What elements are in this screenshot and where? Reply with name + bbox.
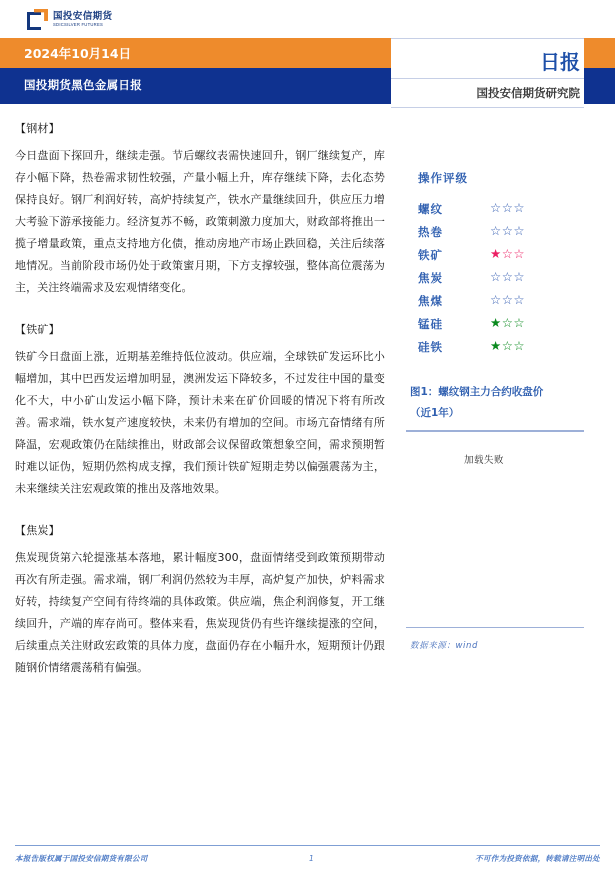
rating-row-硅铁 xyxy=(400,335,600,358)
figure-rule-bottom xyxy=(406,627,584,629)
header-rule-middle xyxy=(391,78,584,79)
company-logo xyxy=(27,9,112,30)
header-right-panel xyxy=(391,38,584,108)
logo-name-cn: 国投安信期货 xyxy=(53,10,113,22)
report-subtitle: 国投期货黑色金属日报 xyxy=(24,78,142,92)
section-steel xyxy=(15,120,385,299)
rating-stars: ★☆☆ xyxy=(490,315,526,331)
figure-title-line2: （近1年） xyxy=(410,407,460,419)
rating-row-热卷 xyxy=(400,220,600,243)
footer-disclaimer: 不可作为投资依据，转载请注明出处 xyxy=(475,853,600,863)
institute-label: 国投安信期货研究院 xyxy=(476,86,580,100)
rating-stars: ☆☆☆ xyxy=(490,269,526,285)
rating-panel-title: 操作评级 xyxy=(418,171,468,185)
rating-label: 焦煤 xyxy=(418,293,443,308)
rating-label: 硅铁 xyxy=(418,339,443,354)
rating-row-铁矿 xyxy=(400,243,600,266)
logo-name-en: SDICSILVER FUTURES xyxy=(53,21,104,27)
rating-label: 焦炭 xyxy=(418,270,443,285)
figure-title xyxy=(410,382,600,424)
section-heading: 【钢材】 xyxy=(15,122,60,135)
page-footer xyxy=(15,850,600,866)
footer-page-number: 1 xyxy=(309,853,314,863)
brand-bracket-icon xyxy=(27,9,48,30)
rating-label: 铁矿 xyxy=(418,247,443,262)
figure-source: 数据来源：wind xyxy=(410,641,478,651)
section-iron-ore xyxy=(15,321,385,500)
rating-stars: ☆☆☆ xyxy=(490,200,526,216)
rating-stars: ★☆☆ xyxy=(490,338,526,354)
section-heading: 【焦炭】 xyxy=(15,524,60,537)
sidebar xyxy=(400,170,600,651)
rating-label: 螺纹 xyxy=(418,201,443,216)
rating-row-螺纹 xyxy=(400,197,600,220)
rating-row-焦煤 xyxy=(400,289,600,312)
rating-list xyxy=(400,197,600,358)
figure-canvas xyxy=(406,432,584,627)
rating-label: 锰硅 xyxy=(418,316,443,331)
footer-copyright: 本报告版权属于国投安信期货有限公司 xyxy=(15,853,148,863)
rating-row-焦炭 xyxy=(400,266,600,289)
section-body: 焦炭现货第六轮提涨基本落地，累计幅度300，盘面情绪受到政策预期带动再次有所走强。需求端，钢厂利润仍然较为丰厚，高炉复产加快，炉料需求好转，持续复产空间有待终端的具体政策。供应端，焦企利润修复，开工继续回升，产端的库存尚可。整体来看，焦炭现货仍有些许继续提涨的空间，后续重点关注财政宏政策的具体力度，盘面仍存在小幅升水，短期预计仍跟随钢价情绪震荡稍有偏强。 xyxy=(15,551,385,674)
section-coke xyxy=(15,522,385,679)
section-body: 今日盘面下探回升，继续走强。节后螺纹表需快速回升，钢厂继续复产，库存小幅下降，热卷需求韧性较强，产量小幅上升，库存继续下降，去化态势保持良好。钢厂利润好转，高炉持续复产，铁水产量继续回升，供应压力增大考验下游承接能力。经济复苏不畅，政策刺激力度加大，财政部将推出一揽子增量政策，重点支持地方化债，推动房地产市场止跌回稳，关注后续落地情况。当前阶段市场仍处于政策蜜月期，下方支撑较强，整体高位震荡为主，关注终端需求及宏观情绪变化。 xyxy=(15,149,385,294)
rating-label: 热卷 xyxy=(418,224,443,239)
article-column xyxy=(15,120,385,701)
figure-title-line1: 图1：螺纹钢主力合约收盘价 xyxy=(410,386,544,398)
section-heading: 【铁矿】 xyxy=(15,323,60,336)
footer-divider xyxy=(15,845,600,846)
figure-load-error: 加载失败 xyxy=(464,454,505,466)
header-rule-bottom xyxy=(391,107,584,108)
logo-bar xyxy=(0,0,615,38)
rating-stars: ★☆☆ xyxy=(490,246,526,262)
rating-row-锰硅 xyxy=(400,312,600,335)
rating-stars: ☆☆☆ xyxy=(490,292,526,308)
rating-stars: ☆☆☆ xyxy=(490,223,526,239)
section-body: 铁矿今日盘面上涨，近期基差维持低位波动。供应端，全球铁矿发运环比小幅增加，其中巴西发运增加明显，澳洲发运下降较多，不过发往中国的量变化不大，中小矿山发运小幅下降，预计未来在矿价回暖的情况下将有所改善。需求端，铁水复产速度较快，未来仍有增加的空间。市场亢奋情绪有所降温，宏观政策仍在陆续推出，财政部会议保留政策想象空间，需求预期暂时难以证伪，短期仍然构成支撑，我们预计铁矿短期走势以偏强震荡为主，未来继续关注宏观政策的推出及落地效果。 xyxy=(15,350,385,495)
header-rule-top xyxy=(391,38,584,39)
report-type-label: 日报 xyxy=(540,50,580,74)
report-date: 2024年10月14日 xyxy=(24,46,132,61)
